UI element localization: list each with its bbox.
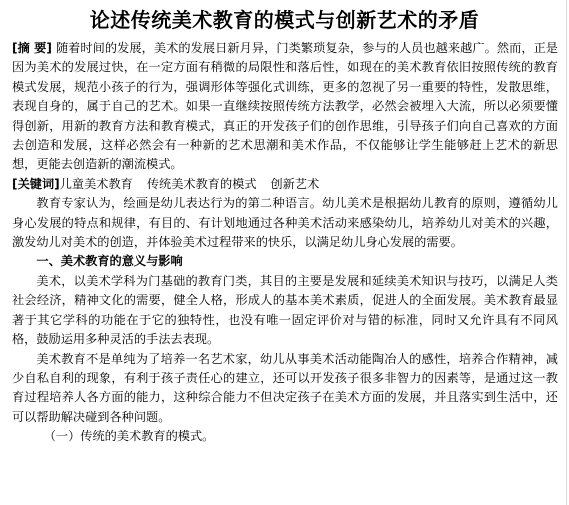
- page-edge-divider: [566, 0, 567, 505]
- keyword-item: 创新艺术: [270, 176, 320, 191]
- abstract-paragraph: [12, 39, 558, 175]
- section-heading: 一、美术教育的意义与影响: [36, 254, 183, 269]
- body-paragraph: 美术，以美术学科为门基础的教育门类，其目的主要是发展和延续美术知识与技巧，以满足人类社会经济，精神文化的需要，健全人格，形成人的基本美术素质，促进人的全面发展。美术教育最显著于其它学科的功能在于它的独特性，也没有唯一固定评价对与错的标准，同时又允许具有不同风格，鼓励运用多种灵活的手法去表现。: [12, 273, 558, 347]
- keyword-item: 传统美术教育的模式: [146, 176, 257, 191]
- document-body: [12, 39, 558, 447]
- body-paragraph: 教育专家认为，绘画是幼儿表达行为的第二种语言。幼儿美术是根据幼儿教育的原则，遵循幼儿身心发展的特点和规律，有目的、有计划地通过各种美术活动来感染幼儿，培养幼儿对美术的兴趣，激发幼儿对美术的创造，并体验美术过程带来的快乐，以满足幼儿身心发展的需要。: [12, 196, 558, 250]
- abstract-label: [摘 要]: [12, 41, 52, 55]
- keywords-label: [关键词]: [12, 176, 60, 191]
- keywords-paragraph: [12, 175, 558, 194]
- body-paragraph: 美术教育不是单纯为了培养一名艺术家，幼儿从事美术活动能陶冶人的感性，培养合作精神，减少自私自利的现象，有利于孩子责任心的建立，还可以开发孩子很多非智力的因素等，是通过这一教育过程培养人各方面的能力，这种综合能力不但决定孩子在美术方面的发展，并且落实到生活中，还可以帮助解决碰到各种问题。: [12, 351, 558, 424]
- abstract-text: 随着时间的发展，美术的发展日新月异，门类繁琐复杂，参与的人员也越来越广。然而，正是因为美术的发展过快，在一定方面有稍微的局限性和落后性，如现在的美术教育依旧按照传统的教育模式发展，规范小孩子的行为，强调形体等强化式训练，更多的忽视了另一重要的特性，发散思维，表现自身的，属于自己的艺术。如果一直继续按照传统方法教学，必然会被埋入大流，所以必须要懂得创新，用新的教育方法和教育模式，真正的开发孩子们的创作思维，引导孩子们向自己喜欢的方面去创造和发展，这样必然会有一种新的艺术思潮和美术作品，不仅能够让学生能够赶上艺术的新思想，更能去创造新的潮流模式。: [12, 41, 558, 172]
- keyword-item: 儿童美术教育: [59, 176, 133, 191]
- subsection-heading: （一）传统的美术教育的模式。: [43, 429, 215, 444]
- page-title: 论述传统美术教育的模式与创新艺术的矛盾: [89, 8, 480, 32]
